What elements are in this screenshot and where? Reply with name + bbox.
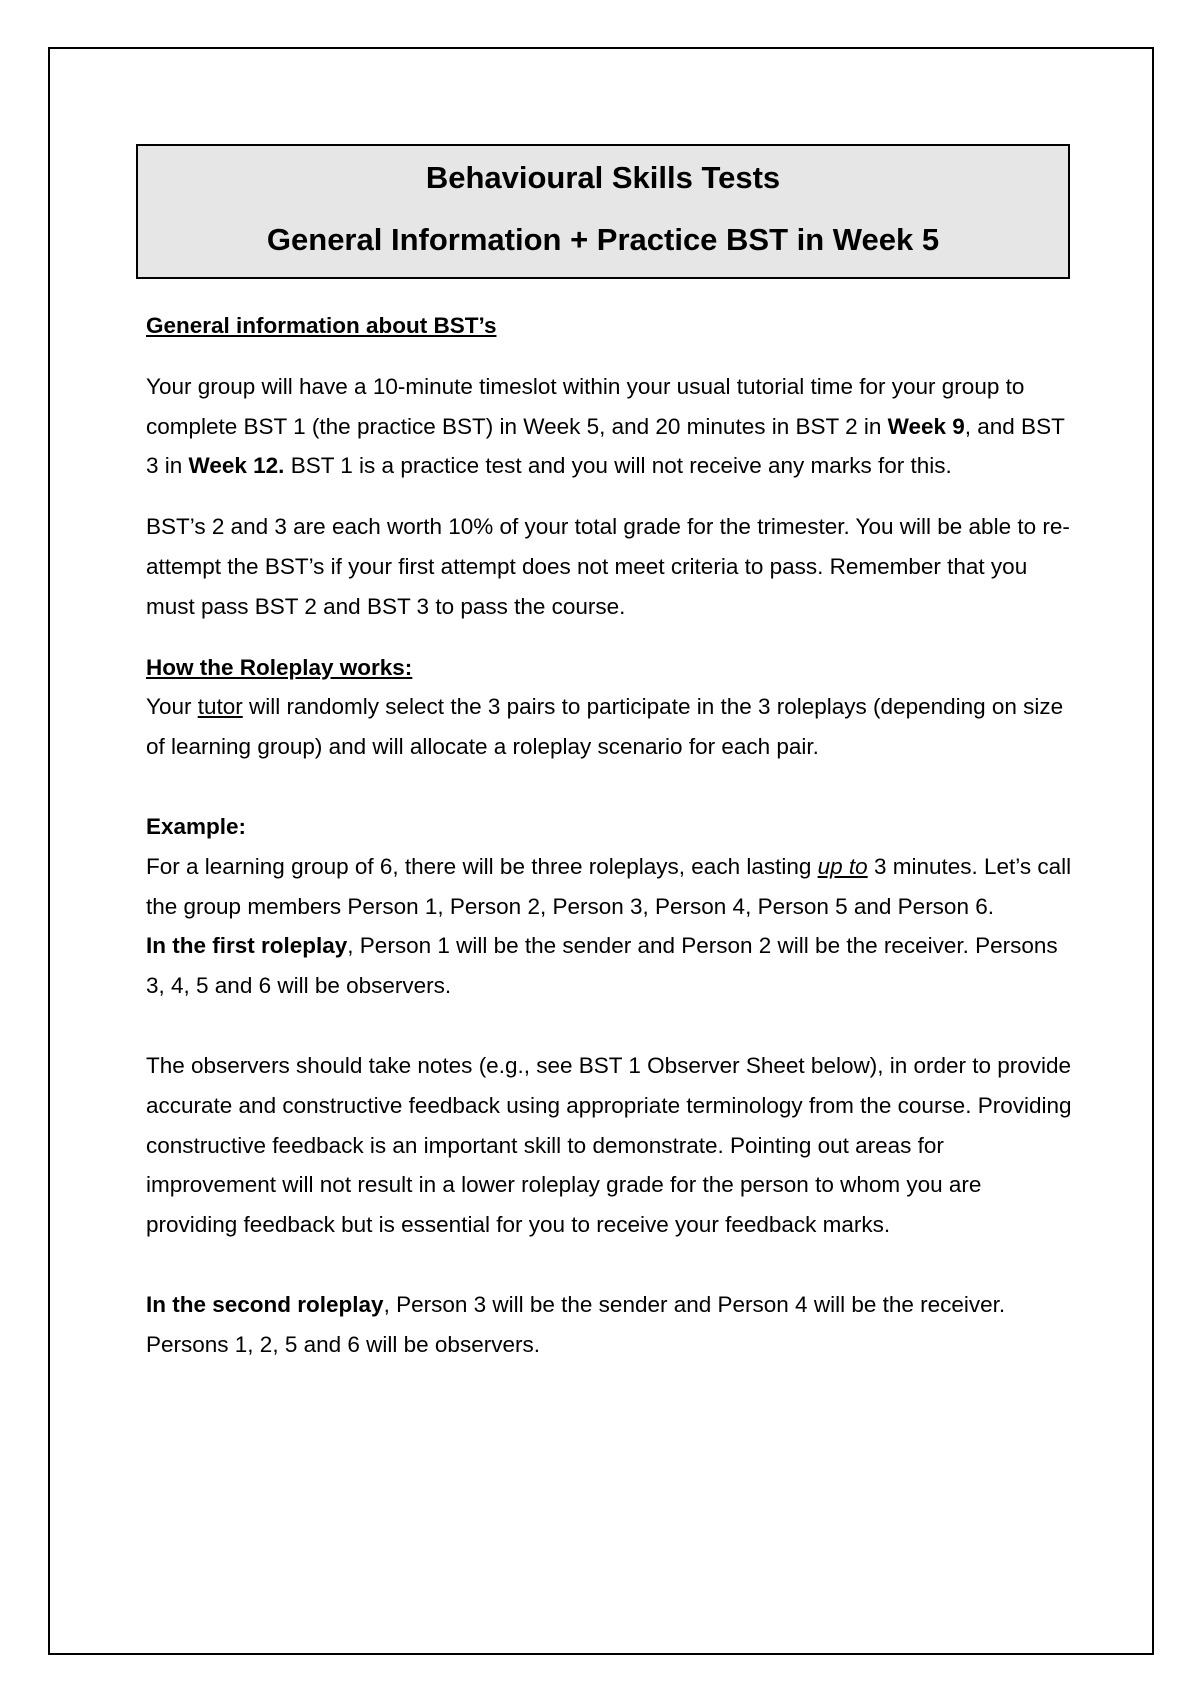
text-span: BST 1 is a practice test and you will not receive any marks for this. [284,453,952,479]
title-box [136,144,1070,279]
general-info-paragraph-1 [146,367,1076,486]
text-span: For a learning group of 6, there will be three roleplays, each lasting [146,853,818,879]
roleplay-heading: How the Roleplay works: [146,654,413,680]
example-paragraph [146,847,1076,927]
text-span: will randomly select the 3 pairs to participate in the 3 roleplays (depending on size of learning group) and will allocate a roleplay scenario for each pair. [146,694,1064,760]
second-roleplay-label: In the second roleplay [146,1291,384,1317]
document-subtitle: General Information + Practice BST in Week 5 [266,222,940,257]
tutor-underlined: tutor [197,694,243,720]
text-span: , Person 3 will be the sender and Person 4 will be the receiver. Persons 1, 2, 5 and 6 will be observers. [146,1291,1006,1357]
week-9-emphasis: Week 9 [887,413,965,439]
first-roleplay-paragraph [146,926,1076,1006]
general-info-heading: General information about BST’s [146,313,497,338]
document-body [146,306,1076,1365]
text-span: , Person 1 will be the sender and Person 2 will be the receiver. Persons 3, 4, 5 and 6 will be observers. [146,933,1058,999]
second-roleplay-paragraph [146,1285,1076,1365]
text-span: Your group will have a 10-minute timeslot within your usual tutorial time for your group to complete BST 1 (the practice BST) in Week 5, and 20 minutes in BST 2 in [146,373,1025,439]
week-12-emphasis: Week 12. [188,453,285,479]
first-roleplay-label: In the first roleplay [146,933,348,959]
up-to-emphasis: up to [817,853,868,879]
example-label: Example: [146,813,247,839]
observers-paragraph: The observers should take notes (e.g., see BST 1 Observer Sheet below), in order to provide accurate and constructive feedback using appropriate terminology from the course. Providing constructive feedback is an important skill to demonstrate. Pointing out areas for improvement will not result in a lower roleplay grade for the person to whom you are providing feedback but is essential for you to receive your feedback marks. [146,1052,1072,1238]
roleplay-paragraph [146,687,1076,767]
document-title: Behavioural Skills Tests [425,160,781,195]
text-span: 3 minutes. Let’s call the group members Person 1, Person 2, Person 3, Person 4, Person 5 and Person 6. [146,853,1072,919]
general-info-paragraph-2: BST’s 2 and 3 are each worth 10% of your total grade for the trimester. You will be able to re-attempt the BST’s if your first attempt does not meet criteria to pass. Remember that you must pass BST 2 and BST 3 to pass the course. [146,514,1070,619]
text-span: Your [146,694,198,720]
text-span: , and BST 3 in [146,413,1065,479]
